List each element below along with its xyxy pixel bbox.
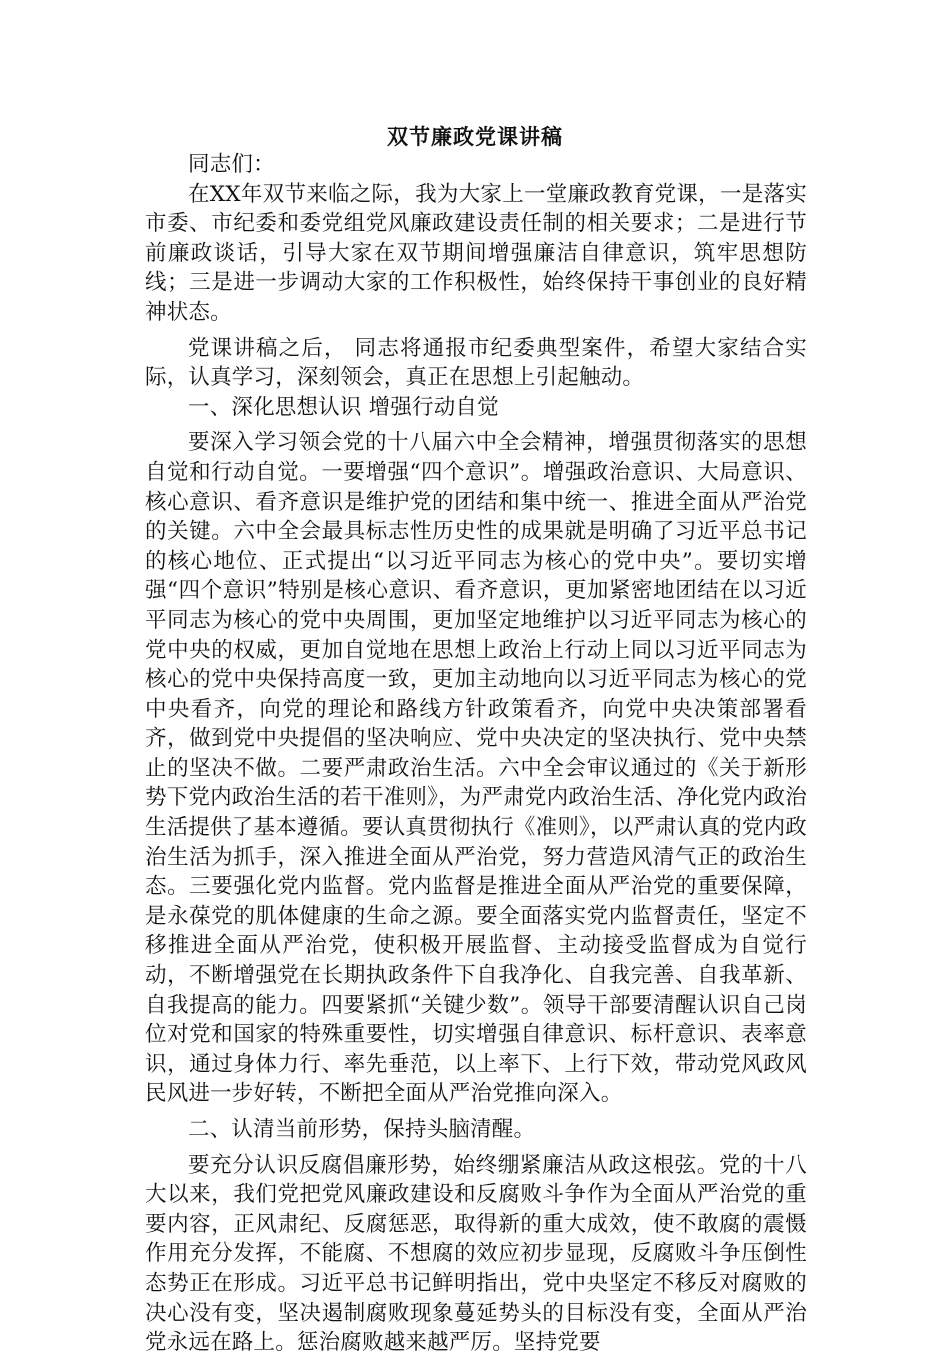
paragraph-intro: 在XX年双节来临之际，我为大家上一堂廉政教育党课，一是落实市委、市纪委和委党组党风廉政建设责任制的相关要求；二是进行节前廉政谈话，引导大家在双节期间增强廉洁自律意识，筑牢思想防线；三是进一步调动大家的工作积极性，始终保持干事创业的良好精神状态。 <box>145 181 807 325</box>
document-body <box>145 150 807 1358</box>
paragraph-section-2: 要充分认识反腐倡廉形势，始终绷紧廉洁从政这根弦。党的十八大以来，我们党把党风廉政建设和反腐败斗争作为全面从严治党的重要内容，正风肃纪、反腐惩恶，取得新的重大成效，使不敢腐的震慑作用充分发挥，不能腐、不想腐的效应初步显现，反腐败斗争压倒性态势正在形成。习近平总书记鲜明指出，党中央坚定不移反对腐败的决心没有变，坚决遏制腐败现象蔓延势头的目标没有变，全面从严治党永远在路上。惩治腐败越来越严厉。坚持党要 <box>145 1152 807 1356</box>
section-heading-2: 二、认清当前形势，保持头脑清醒。 <box>188 1117 536 1142</box>
section-heading-1: 一、深化思想认识 增强行动自觉 <box>188 394 499 420</box>
greeting: 同志们： <box>188 152 275 177</box>
document-title: 双节廉政党课讲稿 <box>387 124 563 149</box>
paragraph-section-1: 要深入学习领会党的十八届六中全会精神，增强贯彻落实的思想自觉和行动自觉。一要增强“四个意识”。增强政治意识、大局意识、核心意识、看齐意识是维护党的团结和集中统一、推进全面从严治党的关键。六中全会最具标志性历史性的成果就是明确了习近平总书记的核心地位、正式提出“以习近平同志为核心的党中央”。要切实增强“四个意识”特别是核心意识、看齐意识，更加紧密地团结在以习近平同志为核心的党中央周围，更加坚定地维护以习近平同志为核心的党中央的权威，更加自觉地在思想上政治上行动上同以习近平同志为核心的党中央保持高度一致，更加主动地向以习近平同志为核心的党中央看齐，向党的理论和路线方针政策看齐，向党中央决策部署看齐，做到党中央提倡的坚决响应、党中央决定的坚决执行、党中央禁止的坚决不做。二要严肃政治生活。六中全会审议通过的《关于新形势下党内政治生活的若干准则》，为严肃党内政治生活、净化党内政治生活提供了基本遵循。要认真贯彻执行《准则》，以严肃认真的党内政治生活为抓手，深入推进全面从严治党，努力营造风清气正的政治生态。三要强化党内监督。党内监督是推进全面从严治党的重要保障，是永葆党的肌体健康的生命之源。要全面落实党内监督责任，坚定不移推进全面从严治党，使积极开展监督、主动接受监督成为自觉行动，不断增强党在长期执政条件下自我净化、自我完善、自我革新、自我提高的能力。四要紧抓“关键少数”。领导干部要清醒认识自己岗位对党和国家的特殊重要性，切实增强自律意识、标杆意识、表率意识，通过身体力行、率先垂范，以上率下、上行下效，带动党风政风民风进一步好转，不断把全面从严治党推向深入。 <box>145 430 807 1107</box>
paragraph-notice: 党课讲稿之后， 同志将通报市纪委典型案件，希望大家结合实际，认真学习，深刻领会，真正在思想上引起触动。 <box>145 335 807 391</box>
